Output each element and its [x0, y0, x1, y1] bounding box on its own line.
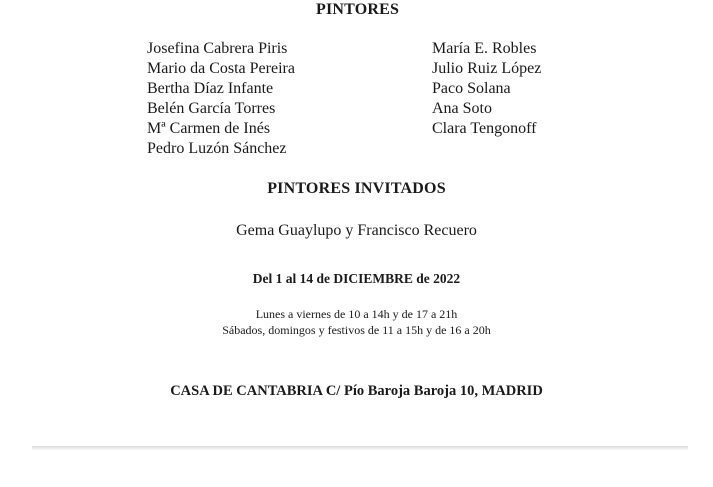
painter-name: Bertha Díaz Infante [147, 80, 274, 97]
painters-heading: PINTORES [316, 1, 400, 18]
weekend-hours: Sábados, domingos y festivos de 11 a 15h y de 16 a 20h [222, 323, 491, 337]
painter-name: Josefina Cabrera Piris [147, 40, 288, 57]
painters-right-column [432, 39, 541, 139]
painter-name: Pedro Luzón Sánchez [147, 140, 287, 157]
guest-painters-heading: PINTORES INVITADOS [267, 180, 446, 197]
weekday-hours: Lunes a viernes de 10 a 14h y de 17 a 21h [255, 307, 458, 321]
painter-name: María E. Robles [432, 40, 537, 57]
painters-left-column [147, 39, 295, 159]
venue-address: CASA DE CANTABRIA C/ Pío Baroja Baroja 10, MADRID [170, 383, 543, 399]
painter-name: Julio Ruiz López [432, 60, 542, 77]
painter-name: Ana Soto [432, 100, 492, 117]
painter-name: Paco Solana [432, 80, 511, 97]
painter-name: Mª Carmen de Inés [147, 120, 271, 137]
painter-name: Mario da Costa Pereira [147, 60, 295, 77]
page-divider [32, 446, 688, 450]
painter-name: Clara Tengonoff [432, 120, 537, 137]
painter-name: Belén García Torres [147, 100, 276, 117]
guest-painters-names: Gema Guaylupo y Francisco Recuero [236, 222, 477, 239]
exhibition-dates: Del 1 al 14 de DICIEMBRE de 2022 [252, 271, 461, 286]
